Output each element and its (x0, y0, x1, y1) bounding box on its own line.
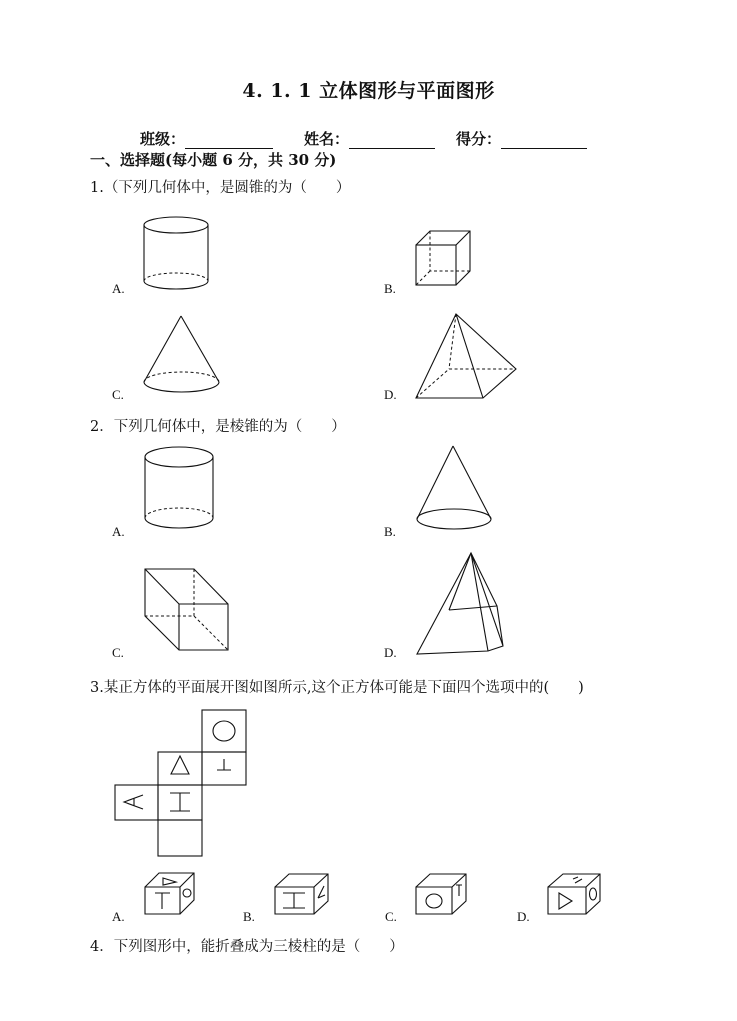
q3-option-b-label[interactable]: B. (243, 909, 255, 924)
q1-cone-figure (144, 316, 219, 392)
q1-option-b-label[interactable]: B. (384, 281, 396, 296)
q3-option-a-label[interactable]: A. (112, 909, 125, 924)
class-label: 班级： (140, 130, 186, 148)
page-title: 4. 1. 1 立体图形与平面图形 (242, 80, 495, 102)
question-2-stem: 2．下列几何体中，是棱锥的为（ ） (90, 419, 346, 435)
score-label: 得分： (456, 130, 502, 148)
q1-option-a-label[interactable]: A. (112, 281, 125, 296)
q2-cone-figure (417, 446, 491, 529)
q3-option-c-cube (416, 874, 466, 914)
q3-option-b-cube (275, 874, 328, 914)
q3-option-d-cube (548, 874, 600, 914)
q1-cylinder-figure (144, 217, 208, 289)
q2-option-a-label[interactable]: A. (112, 524, 125, 539)
q3-option-a-cube (145, 873, 194, 914)
q2-option-d-label[interactable]: D. (384, 645, 397, 660)
q2-option-c-label[interactable]: C. (112, 645, 124, 660)
question-3-stem: 3.某正方体的平面展开图如图所示,这个正方体可能是下面四个选项中的( ) (90, 680, 584, 696)
q1-pyramid-figure (416, 314, 516, 398)
name-label: 姓名： (304, 130, 350, 148)
q2-pyramid-figure (417, 553, 503, 654)
q3-cube-net (115, 710, 246, 856)
q3-option-d-label[interactable]: D. (517, 909, 530, 924)
q2-cube-figure (145, 569, 228, 650)
q2-option-b-label[interactable]: B. (384, 524, 396, 539)
section-heading: 一、选择题(每小题 6 分，共 30 分) (90, 151, 337, 169)
q1-option-c-label[interactable]: C. (112, 387, 124, 402)
q1-cube-figure (416, 231, 470, 285)
q3-option-c-label[interactable]: C. (385, 909, 397, 924)
question-4-stem: 4．下列图形中，能折叠成为三棱柱的是（ ） (90, 939, 404, 955)
q2-cylinder-figure (145, 447, 213, 528)
q1-option-d-label[interactable]: D. (384, 387, 397, 402)
question-1-stem: 1.（下列几何体中，是圆锥的为（ ） (90, 180, 351, 196)
